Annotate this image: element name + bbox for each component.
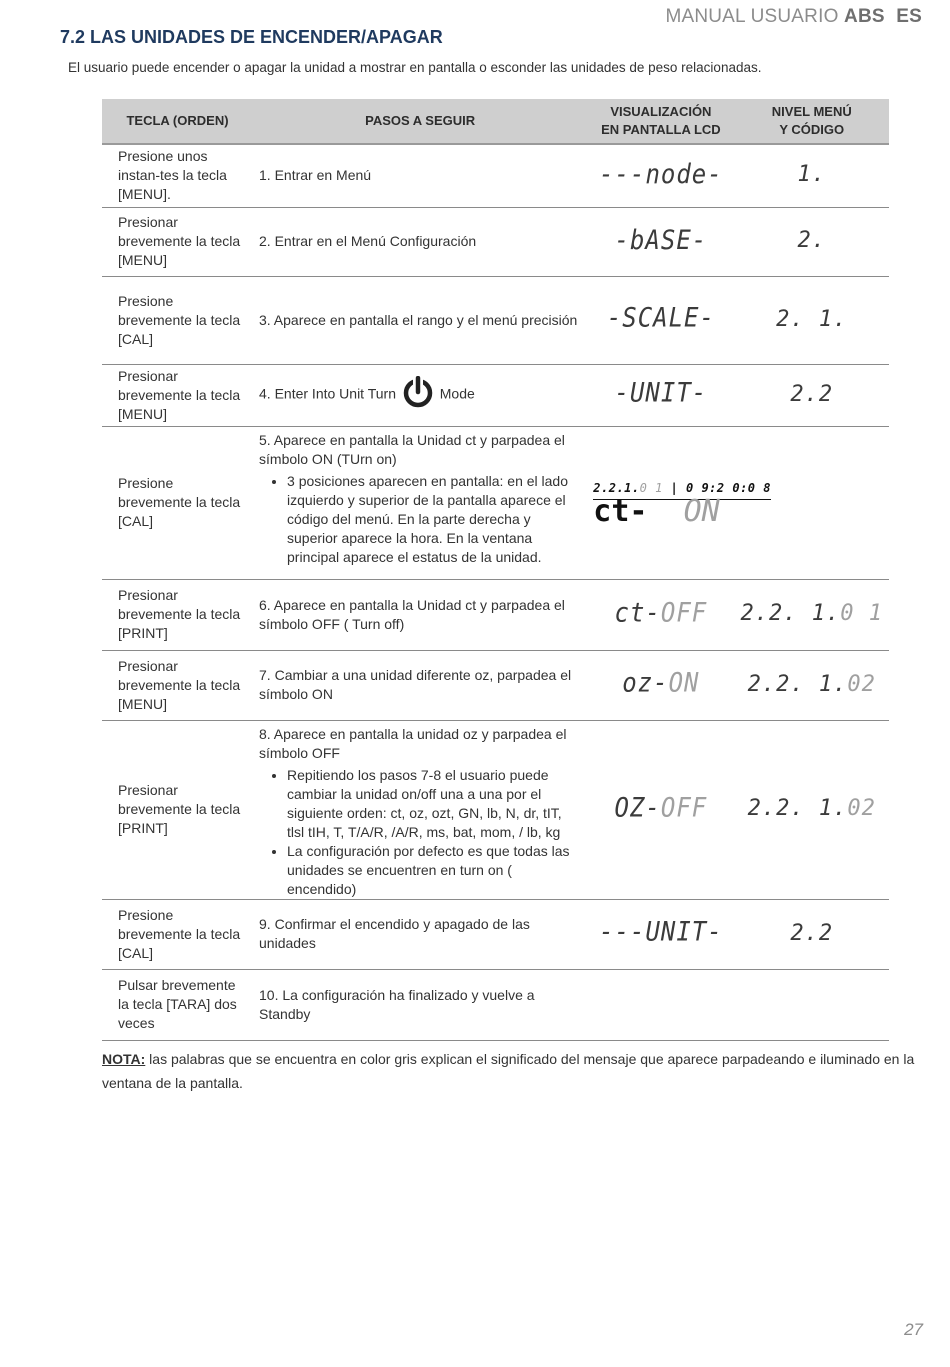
row-step: 8. Aparece en pantalla la unidad oz y parpadea el símbolo OFF • Repitiendo los pasos 7-8 el usuario puede cambiar la unidad on/off una a una por el siguiente orden: ct, oz, ozt, GN, lb, N, dr, tIT, tlsl tIH, T, T/A/R, /A/R, ms, bat, mom, / lb, kg • La configuración por defecto es que todas las unidades se encuentren en turn on ( encendido) (253, 720, 587, 899)
row-code: 2.2. 1.0 1 (735, 579, 889, 650)
row-key: Pulsar brevemente la tecla [TARA] dos veces (102, 969, 253, 1040)
row-key: Presione brevemente la tecla [CAL] (102, 426, 253, 579)
row-step: 4. Enter Into Unit Turn Mode (253, 364, 587, 426)
row-code: 2.2 (735, 364, 889, 426)
bullet-list (259, 766, 581, 899)
header-code: NIVEL MENÚ Y CÓDIGO (735, 99, 889, 144)
row-step: 6. Aparece en pantalla la Unidad ct y parpadea el símbolo OFF ( Turn off) (253, 579, 587, 650)
page-header (665, 6, 922, 28)
row-lcd: oz-ON (587, 650, 734, 720)
row-lcd: ---UNIT- (587, 899, 734, 969)
language-code: ES (896, 6, 922, 27)
row-key: Presione brevemente la tecla [CAL] (102, 899, 253, 969)
table-row (102, 144, 889, 207)
row-code (735, 969, 889, 1040)
brand-name: ABS (844, 6, 885, 27)
row-lcd: -SCALE- (587, 276, 734, 364)
power-icon (402, 376, 434, 408)
row-lcd (587, 969, 734, 1040)
note-paragraph (102, 1047, 932, 1095)
row-lcd: ct-OFF (587, 579, 734, 650)
row-lcd: ---node- (587, 144, 734, 207)
table-row (102, 650, 889, 720)
row-key: Presionar brevemente la tecla [PRINT] (102, 720, 253, 899)
manual-title: MANUAL USUARIO (665, 6, 839, 27)
table-row (102, 899, 889, 969)
table-row (102, 364, 889, 426)
row-key: Presionar brevemente la tecla [MENU] (102, 364, 253, 426)
table-row (102, 720, 889, 899)
row-key: Presionar brevemente la tecla [MENU] (102, 207, 253, 276)
header-lcd: VISUALIZACIÓN EN PANTALLA LCD (587, 99, 734, 144)
row-key: Presione unos instan-tes la tecla [MENU]. (102, 144, 253, 207)
table-row (102, 207, 889, 276)
row-code: 2.2 (735, 899, 889, 969)
table-header-row (102, 99, 889, 144)
table-row (102, 276, 889, 364)
row-code: 1. (735, 144, 889, 207)
row-code: 2.2. 1.02 (735, 720, 889, 899)
table-row (102, 969, 889, 1040)
row-lcd: -bASE- (587, 207, 734, 276)
row-code: 2. (735, 207, 889, 276)
table-row (102, 579, 889, 650)
lcd-bottom-row: ct- ON (593, 494, 720, 529)
bullet-item: • 3 posiciones aparecen en pantalla: en el lado izquierdo y superior de la pantalla aparece el código del menú. En la parte derecha y superior aparece la hora. En la ventana principal aparece el estatus de la unidad. (287, 472, 581, 567)
note-label: NOTA: (102, 1051, 146, 1067)
lcd-top-row: 2.2.1.0 1 | 0 9:2 0:0 8 (593, 479, 771, 500)
row-lcd: -UNIT- (587, 364, 734, 426)
row-key: Presionar brevemente la tecla [MENU] (102, 650, 253, 720)
lcd-compound-display (593, 479, 771, 529)
row-code: 2.2. 1.02 (735, 650, 889, 720)
row-step: 9. Confirmar el encendido y apagado de las unidades (253, 899, 587, 969)
row-step: 5. Aparece en pantalla la Unidad ct y parpadea el símbolo ON (TUrn on) • 3 posiciones aparecen en pantalla: en el lado izquierdo y superior de la pantalla aparece el código del menú. En la parte derecha y superior aparece la hora. En la ventana principal aparece el estatus de la unidad. (253, 426, 587, 579)
row-step: 10. La configuración ha finalizado y vuelve a Standby (253, 969, 587, 1040)
row-step: 3. Aparece en pantalla el rango y el menú precisión (253, 276, 587, 364)
bullet-list (259, 472, 581, 567)
row-code: 2. 1. (735, 276, 889, 364)
row-step: 2. Entrar en el Menú Configuración (253, 207, 587, 276)
row-key: Presione brevemente la tecla [CAL] (102, 276, 253, 364)
row-lcd-compound (587, 426, 889, 579)
section-intro: El usuario puede encender o apagar la unidad a mostrar en pantalla o esconder las unidades de peso relacionadas. (68, 60, 762, 75)
bullet-item: • Repitiendo los pasos 7-8 el usuario puede cambiar la unidad on/off una a una por el siguiente orden: ct, oz, ozt, GN, lb, N, dr, tIT, tlsl tIH, T, T/A/R, /A/R, ms, bat, mom, / lb, kg (287, 766, 581, 842)
page-number: 27 (904, 1320, 923, 1339)
steps-table (102, 99, 889, 1041)
section-title: 7.2 LAS UNIDADES DE ENCENDER/APAGAR (60, 27, 443, 47)
note-text: las palabras que se encuentra en color gris explican el significado del mensaje que aparece parpadeando e iluminado en la ventana de la pantalla. (102, 1051, 915, 1091)
bullet-item: • La configuración por defecto es que todas las unidades se encuentren en turn on ( encendido) (287, 842, 581, 899)
table-row (102, 426, 889, 579)
row-key: Presionar brevemente la tecla [PRINT] (102, 579, 253, 650)
row-step: 7. Cambiar a una unidad diferente oz, parpadea el símbolo ON (253, 650, 587, 720)
header-steps: PASOS A SEGUIR (253, 99, 587, 144)
header-key: TECLA (ORDEN) (102, 99, 253, 144)
row-step: 1. Entrar en Menú (253, 144, 587, 207)
row-lcd: OZ-OFF (587, 720, 734, 899)
